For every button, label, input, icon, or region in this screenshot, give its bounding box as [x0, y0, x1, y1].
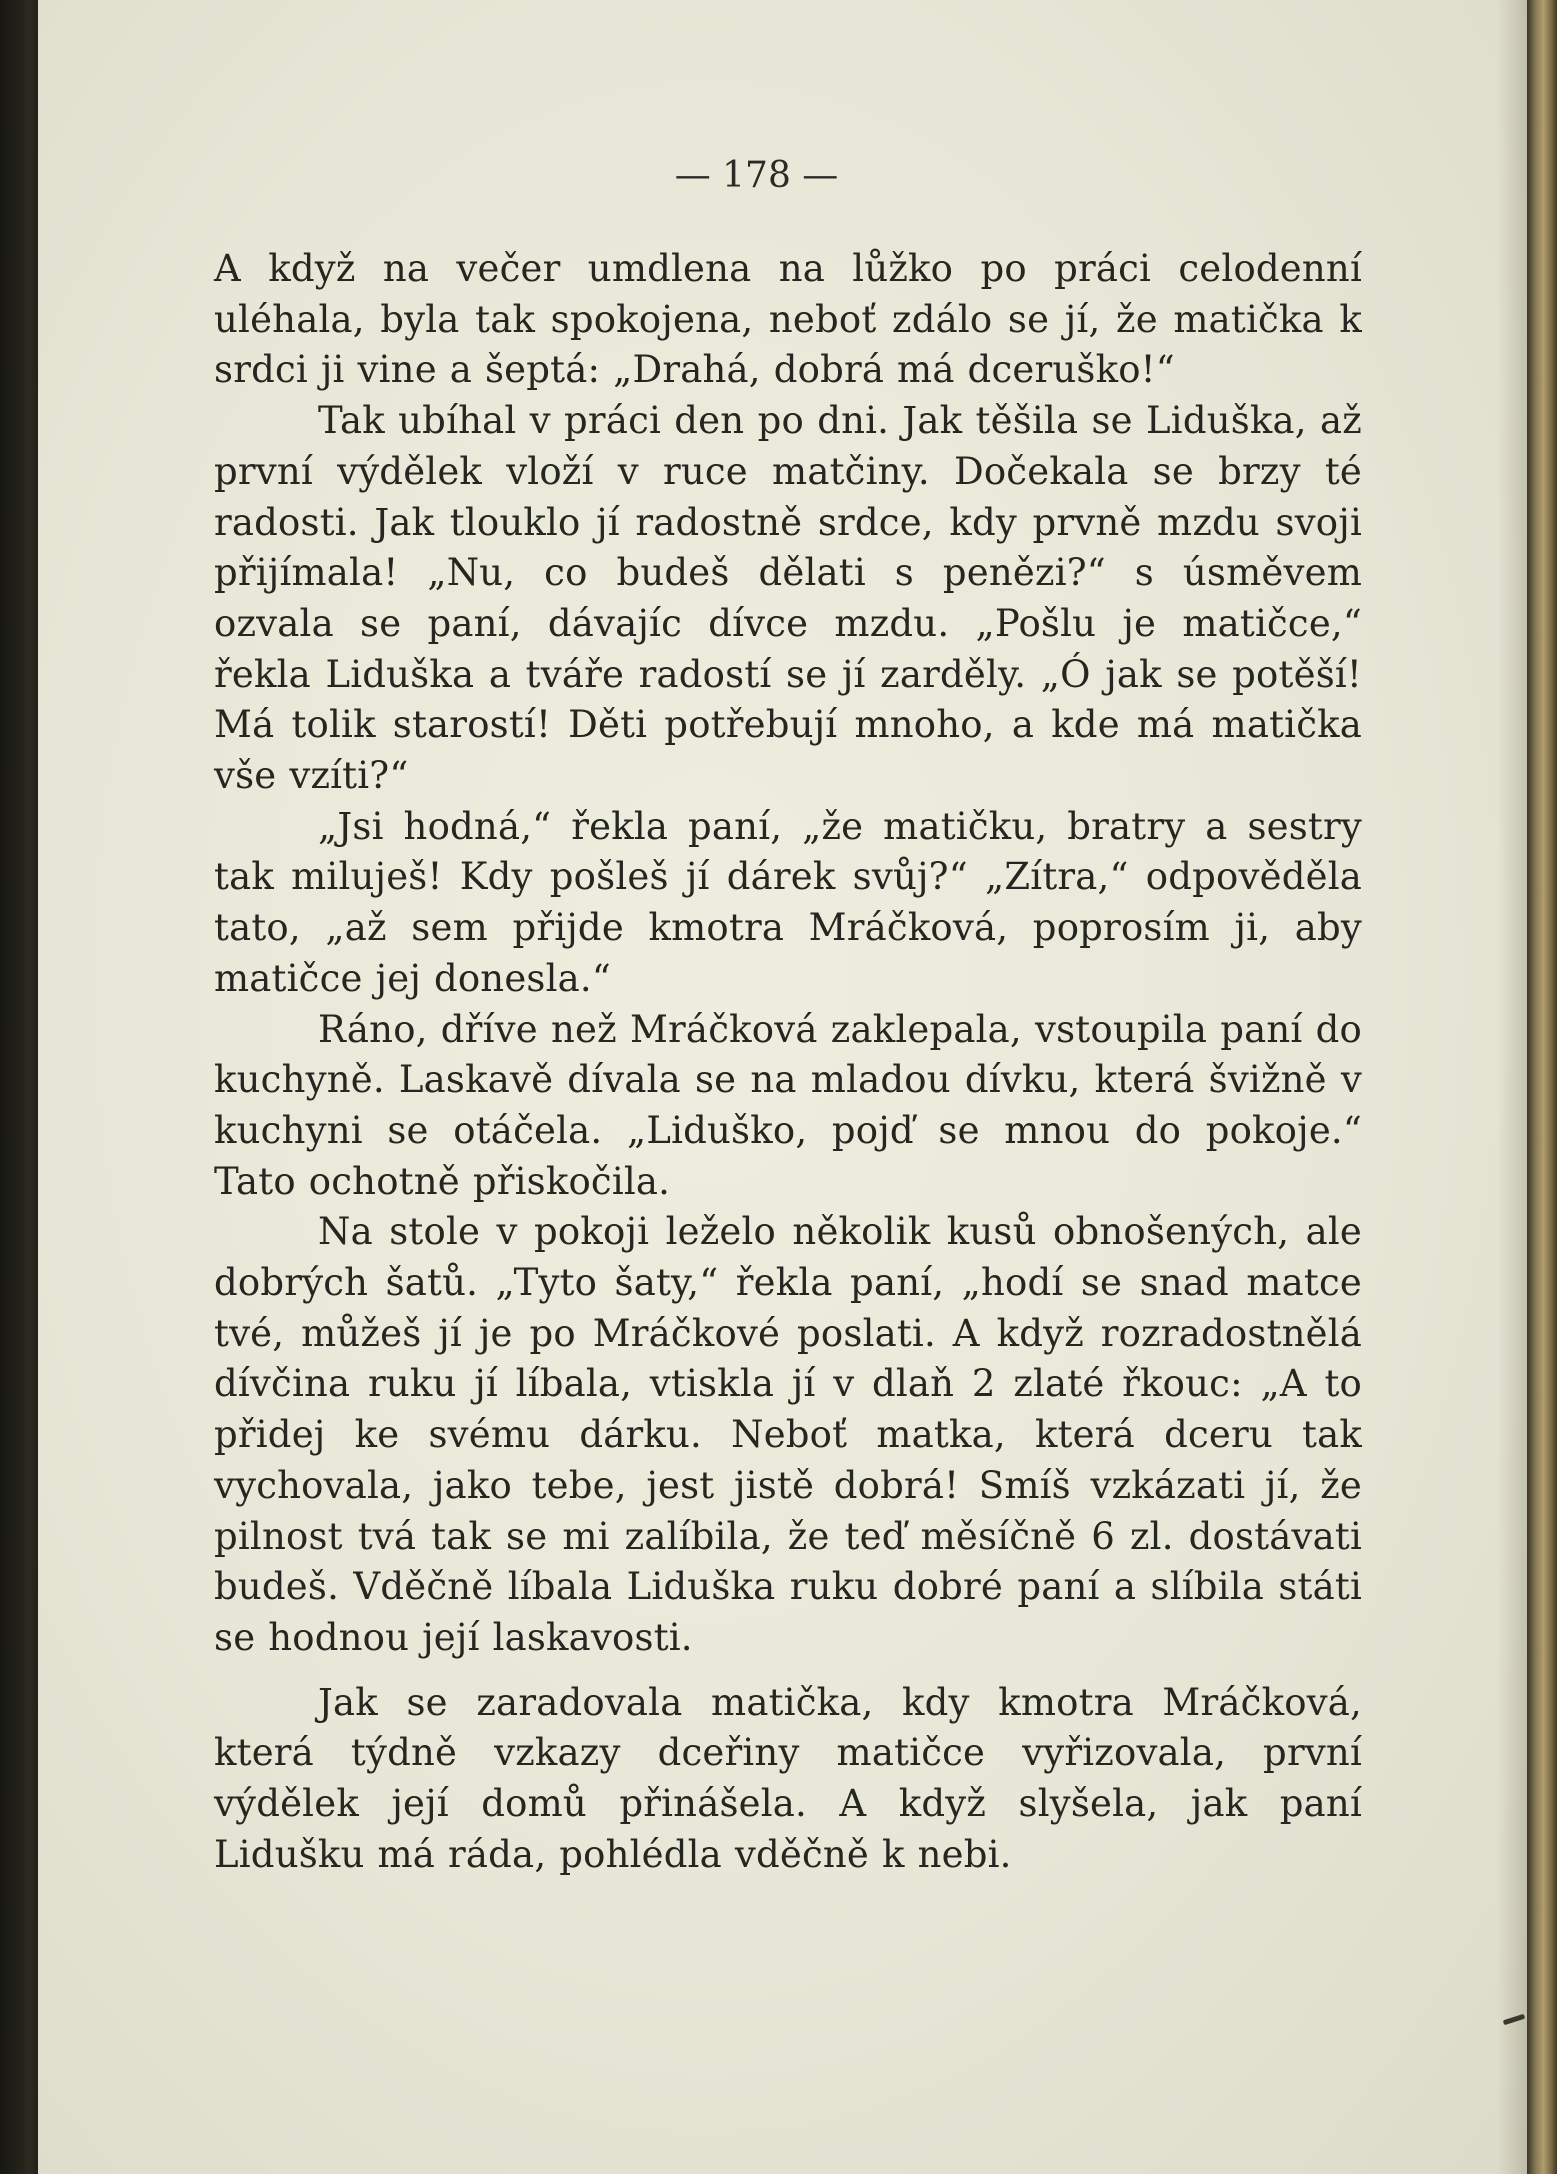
binding-shadow	[1497, 0, 1527, 2174]
paragraph-4: Ráno, dříve než Mráčková zaklepala, vstoupila paní do kuchyně. Laskavě dívala se na mladou dívku, která švižně v kuchyni se otáčela. „Liduško, pojď se mnou do pokoje.“ Tato ochotně přiskočila.	[214, 1007, 1362, 1203]
paragraph-2: Tak ubíhal v práci den po dni. Jak těšila se Liduška, až první výdělek vloží v ruce matčiny. Dočekala se brzy té radosti. Jak tlouklo jí radostně srdce, kdy prvně mzdu svoji přijímala! „Nu, co budeš dělati s penězi?“ s úsměvem ozvala se paní, dávajíc dívce mzdu. „Pošlu je matičce,“ řekla Liduška a tváře radostí se jí zarděly. „Ó jak se potěší! Má tolik starostí! Děti potřebují mnoho, a kde má matička vše vzíti?“	[214, 399, 1362, 798]
paragraph-3: „Jsi hodná,“ řekla paní, „že matičku, bratry a sestry tak miluješ! Kdy pošleš jí dárek svůj?“ „Zítra,“ odpověděla tato, „až sem přijde kmotra Mráčková, poprosím ji, aby matičce jej donesla.“	[214, 804, 1362, 1000]
paragraph-6: Jak se zaradovala matička, kdy kmotra Mráčková, která týdně vzkazy dceřiny matičce vyřizovala, první výdělek její domů přinášela. A když slyšela, jak paní Lidušku má ráda, pohlédla vděčně k nebi.	[214, 1680, 1362, 1876]
book-edge	[1527, 0, 1557, 2174]
body-text	[214, 244, 1362, 1881]
page-number: — 178 —	[674, 155, 839, 196]
paragraph-5: Na stole v pokoji leželo několik kusů obnošených, ale dobrých šatů. „Tyto šaty,“ řekla paní, „hodí se snad matce tvé, můžeš jí je po Mráčkové poslati. A když rozradostnělá dívčina ruku jí líbala, vtiskla jí v dlaň 2 zlaté řkouc: „A to přidej ke svému dárku. Neboť matka, která dceru tak vychovala, jako tebe, jest jistě dobrá! Smíš vzkázati jí, že pilnost tvá tak se mi zalíbila, že teď měsíčně 6 zl. dostávati budeš. Vděčně líbala Liduška ruku dobré paní a slíbila státi se hodnou její laskavosti.	[214, 1210, 1362, 1659]
paragraph-1: A když na večer umdlena na lůžko po práci celodenní uléhala, byla tak spokojena, neboť zdálo se jí, že matička k srdci ji vine a šeptá: „Drahá, dobrá má dceruško!“	[214, 247, 1362, 392]
